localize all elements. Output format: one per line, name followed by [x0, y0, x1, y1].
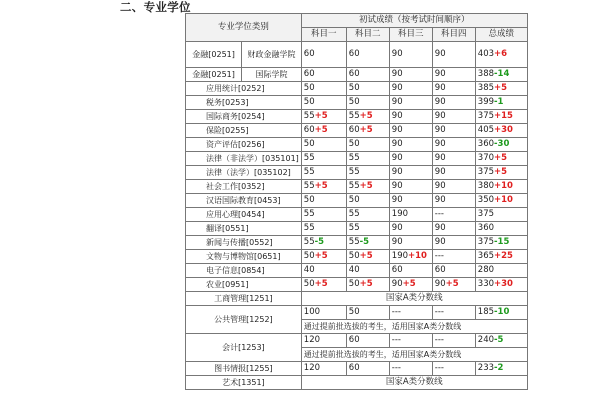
table-row [186, 138, 528, 152]
score-value: 90 [391, 125, 403, 135]
score-delta: +5 [359, 111, 373, 121]
category-cell: 税务[0253] [186, 96, 302, 110]
score-value: 90 [391, 237, 403, 247]
score-cell [389, 208, 432, 222]
section-heading: 二、专业学位 [120, 0, 191, 14]
score-delta: +30 [494, 279, 513, 289]
score-delta: +5 [314, 111, 328, 121]
score-cell [301, 194, 346, 208]
category-cell: 农业[0951] [186, 278, 302, 292]
score-cell: 120 [301, 334, 346, 348]
score-value: 90 [434, 181, 446, 191]
score-value: 350 [477, 195, 495, 205]
score-cell [301, 82, 346, 96]
table-row [186, 110, 528, 124]
score-value: 90 [434, 49, 446, 59]
category-cell: 应用心理[0454] [186, 208, 302, 222]
score-cell [346, 152, 389, 166]
score-value: 55 [348, 223, 360, 233]
subject-2-header: 科目二 [346, 28, 389, 42]
table-row [186, 194, 528, 208]
score-delta: -2 [494, 363, 504, 373]
score-cell [301, 180, 346, 194]
score-value: 90 [391, 181, 403, 191]
score-cell: --- [432, 306, 475, 320]
score-delta: +5 [445, 279, 459, 289]
score-delta: -14 [494, 69, 510, 79]
score-value: 90 [391, 223, 403, 233]
category-cell: 社会工作[0352] [186, 180, 302, 194]
score-cell [346, 222, 389, 236]
category-cell: 电子信息[0854] [186, 264, 302, 278]
score-cell [432, 152, 475, 166]
category-cell: 保险[0255] [186, 124, 302, 138]
score-cell [301, 96, 346, 110]
total-cell [475, 96, 527, 110]
total-cell [475, 222, 527, 236]
score-value: 90 [434, 223, 446, 233]
table-row [186, 222, 528, 236]
score-value: --- [434, 209, 444, 219]
score-value: 365 [477, 251, 495, 261]
score-cell: --- [432, 334, 475, 348]
category-cell: 应用统计[0252] [186, 82, 302, 96]
category-cell: 汉语国际教育[0453] [186, 194, 302, 208]
category-cell: 公共管理[1252] [186, 306, 302, 334]
total-cell [475, 180, 527, 194]
score-value: 60 [348, 49, 360, 59]
score-cell [389, 124, 432, 138]
score-value: 233 [477, 363, 495, 373]
score-value: 40 [303, 265, 315, 275]
score-cell [389, 110, 432, 124]
score-delta: +10 [408, 251, 427, 261]
score-value: 360 [477, 139, 495, 149]
category-cell: 法律（非法学）[035101] [186, 152, 302, 166]
subject-4-header: 科目四 [432, 28, 475, 42]
score-cell [389, 222, 432, 236]
score-cell [301, 208, 346, 222]
score-delta: +10 [494, 195, 513, 205]
score-value: 50 [348, 279, 360, 289]
score-cell [389, 194, 432, 208]
score-delta: +5 [359, 279, 373, 289]
score-value: 50 [348, 251, 360, 261]
score-value: 60 [434, 265, 446, 275]
score-cell [432, 194, 475, 208]
score-value: 50 [348, 139, 360, 149]
score-value: 240 [477, 335, 495, 345]
score-delta: +6 [494, 49, 508, 59]
total-header: 总成绩 [475, 28, 527, 42]
score-cell [389, 42, 432, 68]
score-cell [389, 68, 432, 82]
table-row [186, 362, 528, 376]
score-value: 60 [348, 125, 360, 135]
score-cell: 50 [346, 306, 389, 320]
group-header: 初试成绩（按考试时间顺序） [301, 14, 527, 28]
score-delta: +5 [314, 279, 328, 289]
score-cell [432, 166, 475, 180]
score-cell [432, 278, 475, 292]
score-cell [389, 264, 432, 278]
score-value: 55 [303, 223, 315, 233]
score-cell [346, 264, 389, 278]
score-cell [432, 264, 475, 278]
total-cell [475, 306, 527, 320]
category-cell: 文物与博物馆[0651] [186, 250, 302, 264]
score-delta: -10 [494, 307, 510, 317]
college-cell: 财政金融学院 [242, 42, 302, 68]
score-delta: +5 [359, 181, 373, 191]
score-cell [346, 194, 389, 208]
score-cell [301, 68, 346, 82]
score-cell [389, 138, 432, 152]
score-cell [346, 82, 389, 96]
total-cell [475, 334, 527, 348]
college-cell: 国际学院 [242, 68, 302, 82]
score-value: 90 [434, 153, 446, 163]
score-value: 60 [391, 265, 403, 275]
score-value: 55 [348, 237, 360, 247]
score-cell: 60 [346, 334, 389, 348]
score-value: 385 [477, 83, 495, 93]
score-delta: +5 [314, 181, 328, 191]
total-cell [475, 194, 527, 208]
table-row [186, 180, 528, 194]
score-value: 55 [303, 237, 315, 247]
score-value: 90 [391, 195, 403, 205]
score-value: 403 [477, 49, 495, 59]
table-row [186, 306, 528, 320]
score-value: 190 [391, 251, 409, 261]
table-row [186, 250, 528, 264]
score-cell [301, 152, 346, 166]
score-cell: --- [389, 334, 432, 348]
score-cell [389, 152, 432, 166]
score-value: 60 [303, 69, 315, 79]
score-cell [301, 166, 346, 180]
category-cell: 艺术[1351] [186, 376, 302, 390]
score-cell [432, 68, 475, 82]
score-value: 50 [348, 83, 360, 93]
total-cell [475, 208, 527, 222]
total-cell [475, 42, 527, 68]
score-value: 90 [434, 237, 446, 247]
table-row [186, 208, 528, 222]
score-cell [346, 180, 389, 194]
total-cell [475, 362, 527, 376]
score-cell [389, 180, 432, 194]
score-delta: -5 [359, 237, 370, 247]
score-delta: +5 [494, 167, 508, 177]
score-delta: +5 [494, 153, 508, 163]
score-value: 60 [348, 69, 360, 79]
score-cell: 60 [346, 362, 389, 376]
category-header: 专业学位类别 [186, 14, 302, 42]
score-value: 90 [391, 69, 403, 79]
score-cell [301, 42, 346, 68]
score-value: 40 [348, 265, 360, 275]
table-row [186, 264, 528, 278]
score-value: 55 [348, 181, 360, 191]
score-value: 60 [303, 49, 315, 59]
score-cell [389, 82, 432, 96]
score-cell: 120 [301, 362, 346, 376]
score-value: 90 [391, 83, 403, 93]
score-cell [346, 110, 389, 124]
note-cell: 通过提前批选拔的考生，适用国家A类分数线 [301, 320, 527, 334]
table-row [186, 376, 528, 390]
table-row [186, 236, 528, 250]
score-value: 360 [477, 223, 495, 233]
score-cell [301, 110, 346, 124]
note-cell: 通过提前批选拔的考生，适用国家A类分数线 [301, 348, 527, 362]
score-value: 60 [303, 125, 315, 135]
table-row [186, 278, 528, 292]
score-delta: +15 [494, 111, 513, 121]
score-value: 90 [434, 167, 446, 177]
total-cell [475, 152, 527, 166]
score-value: 90 [434, 83, 446, 93]
score-value: 90 [391, 111, 403, 121]
category-cell: 翻译[0551] [186, 222, 302, 236]
score-cell [346, 208, 389, 222]
score-cell [432, 236, 475, 250]
score-value: 90 [434, 69, 446, 79]
score-cell [346, 124, 389, 138]
total-cell [475, 278, 527, 292]
score-cell [432, 124, 475, 138]
score-cell [346, 68, 389, 82]
score-cell [432, 222, 475, 236]
score-cell [346, 166, 389, 180]
score-cell [301, 278, 346, 292]
score-value: 375 [477, 111, 495, 121]
table-row [186, 68, 528, 82]
score-value: 90 [434, 139, 446, 149]
category-cell: 新闻与传播[0552] [186, 236, 302, 250]
total-cell [475, 236, 527, 250]
score-cell [432, 110, 475, 124]
category-cell: 会计[1253] [186, 334, 302, 362]
score-delta: +5 [314, 251, 328, 261]
table-row [186, 42, 528, 68]
score-delta: +5 [494, 83, 508, 93]
score-cell: --- [389, 362, 432, 376]
score-delta: -1 [494, 97, 504, 107]
score-value: 55 [303, 209, 315, 219]
score-value: 90 [391, 153, 403, 163]
score-value: 405 [477, 125, 495, 135]
score-value: --- [434, 251, 444, 261]
score-value: 50 [303, 251, 315, 261]
score-cell [432, 42, 475, 68]
score-value: 375 [477, 237, 495, 247]
score-cell: --- [389, 306, 432, 320]
score-cell [389, 250, 432, 264]
score-cell [432, 180, 475, 194]
score-cell [346, 278, 389, 292]
category-cell: 法律（法学）[035102] [186, 166, 302, 180]
score-cell [301, 124, 346, 138]
score-value: 90 [391, 279, 403, 289]
score-value: 50 [303, 139, 315, 149]
score-cell [389, 278, 432, 292]
score-value: 55 [348, 209, 360, 219]
score-cell [346, 236, 389, 250]
score-cell [389, 96, 432, 110]
category-cell: 工商管理[1251] [186, 292, 302, 306]
subject-1-header: 科目一 [301, 28, 346, 42]
table-row [186, 166, 528, 180]
score-value: 90 [391, 167, 403, 177]
score-value: 399 [477, 97, 495, 107]
table-row [186, 96, 528, 110]
score-value: 55 [303, 153, 315, 163]
score-cell: 100 [301, 306, 346, 320]
table-row [186, 292, 528, 306]
score-value: 330 [477, 279, 495, 289]
score-value: 90 [434, 97, 446, 107]
category-cell: 图书情报[1255] [186, 362, 302, 376]
score-value: 90 [434, 195, 446, 205]
score-value: 375 [477, 209, 495, 219]
score-value: 55 [348, 153, 360, 163]
score-delta: +5 [359, 251, 373, 261]
score-cell [301, 250, 346, 264]
category-cell: 资产评估[0256] [186, 138, 302, 152]
score-delta: +5 [314, 125, 328, 135]
score-value: 388 [477, 69, 495, 79]
score-cell [346, 96, 389, 110]
total-cell [475, 68, 527, 82]
category-cell: 国际商务[0254] [186, 110, 302, 124]
score-value: 90 [391, 49, 403, 59]
table-row [186, 334, 528, 348]
score-cell [432, 208, 475, 222]
score-value: 50 [303, 195, 315, 205]
note-cell: 国家A类分数线 [301, 292, 527, 306]
score-delta: +30 [494, 125, 513, 135]
total-cell [475, 138, 527, 152]
score-value: 55 [303, 111, 315, 121]
score-value: 90 [434, 279, 446, 289]
score-value: 55 [303, 167, 315, 177]
score-value: 50 [303, 97, 315, 107]
subject-3-header: 科目三 [389, 28, 432, 42]
score-value: 50 [348, 97, 360, 107]
table-row [186, 152, 528, 166]
score-value: 90 [391, 97, 403, 107]
score-delta: -5 [314, 237, 325, 247]
score-delta: +5 [359, 125, 373, 135]
table-row [186, 124, 528, 138]
score-cell [346, 138, 389, 152]
score-delta: -5 [494, 335, 504, 345]
category-cell: 金融[0251] [186, 68, 242, 82]
score-value: 55 [348, 167, 360, 177]
total-cell [475, 250, 527, 264]
score-cell: --- [432, 362, 475, 376]
score-value: 55 [303, 181, 315, 191]
score-value: 375 [477, 167, 495, 177]
table-row [186, 82, 528, 96]
total-cell [475, 110, 527, 124]
score-value: 50 [303, 83, 315, 93]
score-cell [432, 250, 475, 264]
score-value: 90 [434, 111, 446, 121]
score-value: 370 [477, 153, 495, 163]
total-cell [475, 82, 527, 96]
score-cell [346, 250, 389, 264]
score-cell [346, 42, 389, 68]
score-delta: +25 [494, 251, 513, 261]
score-cell [301, 222, 346, 236]
score-value: 50 [303, 279, 315, 289]
score-delta: +10 [494, 181, 513, 191]
score-delta: -30 [494, 139, 510, 149]
score-cell [389, 236, 432, 250]
score-value: 190 [391, 209, 409, 219]
score-cell [432, 82, 475, 96]
total-cell [475, 166, 527, 180]
score-cell [301, 264, 346, 278]
score-delta: -15 [494, 237, 510, 247]
score-value: 185 [477, 307, 495, 317]
score-delta: +5 [402, 279, 416, 289]
total-cell [475, 124, 527, 138]
score-value: 280 [477, 265, 495, 275]
header-row-1 [186, 14, 528, 28]
score-cell [432, 96, 475, 110]
score-cell [301, 138, 346, 152]
note-cell: 国家A类分数线 [301, 376, 527, 390]
score-cell [301, 236, 346, 250]
score-table [185, 13, 528, 390]
total-cell [475, 264, 527, 278]
score-cell [432, 138, 475, 152]
category-cell: 金融[0251] [186, 42, 242, 68]
score-value: 380 [477, 181, 495, 191]
score-value: 50 [348, 195, 360, 205]
score-value: 90 [391, 139, 403, 149]
score-cell [389, 166, 432, 180]
score-value: 55 [348, 111, 360, 121]
score-value: 90 [434, 125, 446, 135]
